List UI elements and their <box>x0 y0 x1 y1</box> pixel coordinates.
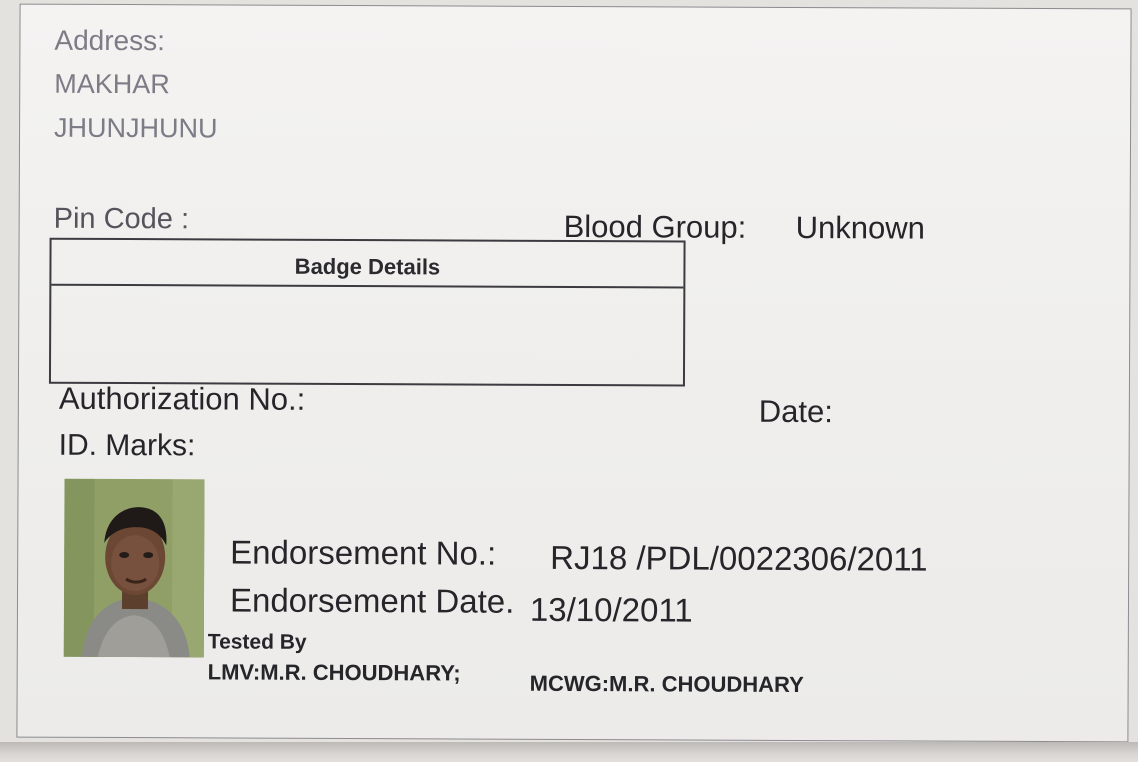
address-line-2: JHUNJHUNU <box>53 112 218 144</box>
badge-details-title: Badge Details <box>294 253 441 280</box>
tested-by-lmv: LMV:M.R. CHOUDHARY; <box>207 659 461 686</box>
endorsement-no-label: Endorsement No.: <box>230 533 497 572</box>
address-label: Address: <box>54 24 166 57</box>
endorsement-no-value: RJ18 /PDL/0022306/2011 <box>550 538 928 578</box>
endorsement-date-value: 13/10/2011 <box>529 590 693 629</box>
holder-photo <box>64 479 205 658</box>
endorsement-date-label: Endorsement Date. <box>229 581 515 620</box>
badge-details-box <box>49 238 686 387</box>
blood-group-value: Unknown <box>795 209 925 246</box>
badge-details-header <box>51 240 683 289</box>
holder-portrait-icon <box>64 479 205 658</box>
id-marks-label: ID. Marks: <box>58 428 196 463</box>
address-line-1: MAKHAR <box>54 68 170 100</box>
tested-by-label: Tested By <box>207 630 307 654</box>
card-bottom-shadow <box>0 742 1138 762</box>
pin-code-label: Pin Code : <box>53 202 190 236</box>
date-label: Date: <box>758 393 834 430</box>
blood-group-label: Blood Group: <box>563 208 747 245</box>
tested-by-mcwg: MCWG:M.R. CHOUDHARY <box>529 670 804 698</box>
authorization-no-label: Authorization No.: <box>58 380 306 417</box>
licence-card <box>16 4 1131 743</box>
